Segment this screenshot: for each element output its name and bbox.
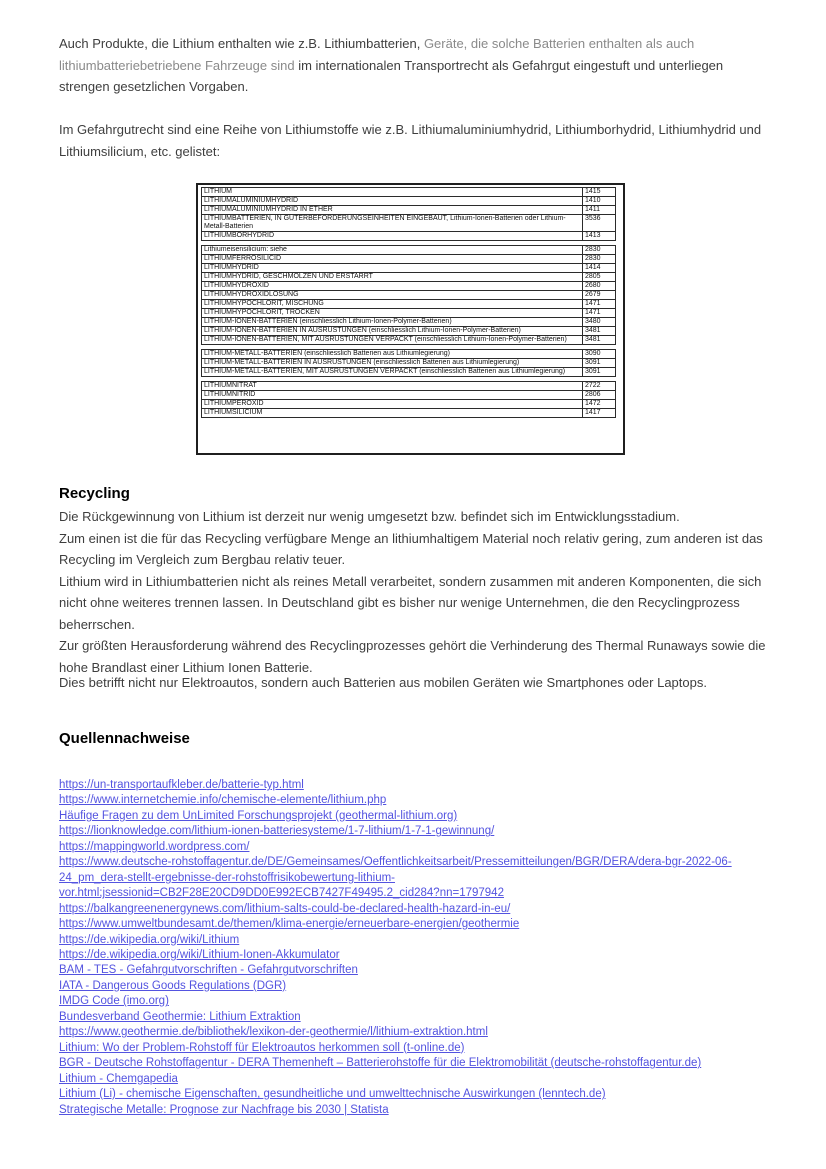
source-link[interactable]: Bundesverband Geothermie: Lithium Extraktion bbox=[59, 1010, 301, 1023]
substance-name-cell: LITHIUMHYPOCHLORIT, TROCKEN bbox=[202, 309, 583, 318]
substance-name-cell: LITHIUM-IONEN-BATTERIEN, MIT AUSRÜSTUNGEN VERPACKT (einschliesslich Lithium-Ionen-Polymer-Batterien) bbox=[202, 336, 583, 345]
un-number-cell: 2805 bbox=[583, 273, 616, 282]
table-segment bbox=[201, 187, 616, 241]
table-row bbox=[202, 232, 616, 241]
table-row bbox=[202, 264, 616, 273]
source-link[interactable]: Häufige Fragen zu dem UnLimited Forschungsprojekt (geothermal-lithium.org) bbox=[59, 809, 458, 822]
substance-name-cell: LITHIUM-IONEN-BATTERIEN (einschliesslich Lithium-Ionen-Polymer-Batterien) bbox=[202, 318, 583, 327]
table-row bbox=[202, 318, 616, 327]
substance-name-cell: LITHIUMALUMINIUMHYDRID bbox=[202, 197, 583, 206]
source-link[interactable]: https://www.deutsche-rohstoffagentur.de/DE/Gemeinsames/Oeffentlichkeitsarbeit/Pressemitteilungen/BGR/DERA/dera-bgr-2022-06-24_pm_dera-stellt-ergebnisse-der-rohstoffrisikobewertung-lithium-vor.html;jsessionid=CB2F28E20CD9DD0E992ECB7427F49495.2_cid284?nn=1797942 bbox=[59, 856, 732, 900]
un-number-cell: 2830 bbox=[583, 255, 616, 264]
un-number-cell: 2722 bbox=[583, 382, 616, 391]
source-link[interactable]: https://www.internetchemie.info/chemische-elemente/lithium.php bbox=[59, 794, 387, 807]
recycling-body bbox=[59, 506, 773, 678]
un-number-cell: 2806 bbox=[583, 391, 616, 400]
un-number-cell: 3536 bbox=[583, 215, 616, 232]
source-link[interactable]: https://lionknowledge.com/lithium-ionen-batteriesysteme/1-7-lithium/1-7-1-gewinnung/ bbox=[59, 825, 495, 838]
un-number-cell: 1471 bbox=[583, 309, 616, 318]
table-row bbox=[202, 206, 616, 215]
table-row bbox=[202, 273, 616, 282]
un-number-cell: 2680 bbox=[583, 282, 616, 291]
substance-name-cell: LITHIUMSILICIUM bbox=[202, 409, 583, 418]
table-row bbox=[202, 215, 616, 232]
table-row bbox=[202, 300, 616, 309]
table-row bbox=[202, 368, 616, 377]
substance-name-cell: LITHIUM-IONEN-BATTERIEN IN AUSRÜSTUNGEN (einschliesslich Lithium-Ionen-Polymer-Batterien) bbox=[202, 327, 583, 336]
un-number-cell: 1413 bbox=[583, 232, 616, 241]
table-row bbox=[202, 291, 616, 300]
source-link[interactable]: BGR - Deutsche Rohstoffagentur - DERA Themenheft – Batterierohstoffe für die Elektromobilität (deutsche-rohstoffagentur.de) bbox=[59, 1057, 702, 1070]
table-row bbox=[202, 336, 616, 345]
source-link[interactable]: https://un-transportaufkleber.de/batterie-typ.html bbox=[59, 779, 304, 791]
un-number-cell: 3481 bbox=[583, 327, 616, 336]
table-row bbox=[202, 350, 616, 359]
substance-name-cell: LITHIUMNITRID bbox=[202, 391, 583, 400]
intro-paragraph bbox=[59, 33, 773, 98]
substance-name-cell: LITHIUM-METALL-BATTERIEN IN AUSRÜSTUNGEN (einschliesslich Batterien aus Lithiumlegierung) bbox=[202, 359, 583, 368]
sources-heading: Quellennachweise bbox=[59, 730, 190, 747]
recycling-paragraph: Zur größten Herausforderung während des Recyclingprozesses gehört die Verhinderung des Thermal Runaways sowie die hohe Brandlast einer Lithium Ionen Batterie. bbox=[59, 638, 766, 675]
recycling-paragraph: Zum einen ist die für das Recycling verfügbare Menge an lithiumhaltigem Material noch relativ gering, zum anderen ist das Recycling im Vergleich zum Bergbau relativ teuer. bbox=[59, 530, 763, 567]
source-link[interactable]: https://de.wikipedia.org/wiki/Lithium bbox=[59, 933, 240, 946]
substance-name-cell: LITHIUMPEROXID bbox=[202, 400, 583, 409]
un-number-cell: 3090 bbox=[583, 350, 616, 359]
source-link[interactable]: BAM - TES - Gefahrgutvorschriften - Gefahrgutvorschriften bbox=[59, 964, 358, 977]
source-link[interactable]: https://mappingworld.wordpress.com/ bbox=[59, 840, 250, 853]
table-row bbox=[202, 309, 616, 318]
substance-name-cell: LITHIUMHYDRID, GESCHMOLZEN UND ERSTARRT bbox=[202, 273, 583, 282]
table-segment bbox=[201, 245, 616, 345]
table-segment bbox=[201, 381, 616, 418]
substance-name-cell: LITHIUMBATTERIEN, IN GÜTERBEFÖRDERUNGSEINHEITEN EINGEBAUT, Lithium-Ionen-Batterien oder Lithium-Metall-Batterien bbox=[202, 215, 583, 232]
source-link[interactable]: https://de.wikipedia.org/wiki/Lithium-Ionen-Akkumulator bbox=[59, 948, 340, 961]
gefahrgut-paragraph: Im Gefahrgutrecht sind eine Reihe von Lithiumstoffe wie z.B. Lithiumaluminiumhydrid, Lithiumborhydrid, Lithiumhydrid und Lithiumsilicium, etc. gelistet: bbox=[59, 122, 762, 159]
substance-name-cell: LITHIUM-METALL-BATTERIEN (einschliesslich Batterien aus Lithiumlegierung) bbox=[202, 350, 583, 359]
table-row bbox=[202, 246, 616, 255]
un-number-cell: 3091 bbox=[583, 368, 616, 377]
un-number-cell: 2830 bbox=[583, 246, 616, 255]
table-row bbox=[202, 188, 616, 197]
substance-name-cell: LITHIUMHYDRID bbox=[202, 264, 583, 273]
un-number-cell: 3480 bbox=[583, 318, 616, 327]
un-number-cell: 1411 bbox=[583, 206, 616, 215]
substance-name-cell: LITHIUMHYDROXIDLÖSUNG bbox=[202, 291, 583, 300]
devices-note-paragraph: Dies betrifft nicht nur Elektroautos, sondern auch Batterien aus mobilen Geräten wie Smartphones oder Laptops. bbox=[59, 675, 707, 690]
table-row bbox=[202, 197, 616, 206]
table-row bbox=[202, 327, 616, 336]
table-segment bbox=[201, 349, 616, 377]
un-number-cell: 3091 bbox=[583, 359, 616, 368]
un-number-cell: 1471 bbox=[583, 300, 616, 309]
intro-text-part3: im internationalen Transportrecht als Gefahrgut eingestuft und unterliegen strengen gesetzlichen Vorgaben. bbox=[59, 57, 724, 94]
substance-name-cell: LITHIUMHYPOCHLORIT, MISCHUNG bbox=[202, 300, 583, 309]
intro-text-part2: Geräte, die solche Batterien enthalten als auch lithiumbatteriebetriebene Fahrzeuge sind bbox=[59, 36, 695, 73]
un-number-cell: 1414 bbox=[583, 264, 616, 273]
recycling-paragraph: Die Rückgewinnung von Lithium ist derzeit nur wenig umgesetzt bzw. befindet sich im Entwicklungsstadium. bbox=[59, 509, 680, 524]
recycling-heading: Recycling bbox=[59, 485, 130, 502]
substance-name-cell: LITHIUMBORHYDRID bbox=[202, 232, 583, 241]
source-link[interactable]: Lithium - Chemgapedia bbox=[59, 1072, 178, 1085]
recycling-paragraph: Lithium wird in Lithiumbatterien nicht als reines Metall verarbeitet, sondern zusammen mit anderen Komponenten, die sich nicht ohne weiteres trennen lassen. In Deutschland gibt es bisher nur wenige Unternehmen, die den Recyclingprozess beherrschen. bbox=[59, 573, 762, 632]
source-link[interactable]: https://balkangreenenergynews.com/lithium-salts-could-be-declared-health-hazard-in-eu/ bbox=[59, 902, 511, 915]
source-link[interactable]: Lithium (Li) - chemische Eigenschaften, gesundheitliche und umwelttechnische Auswirkungen (lenntech.de) bbox=[59, 1088, 606, 1101]
un-number-cell: 3481 bbox=[583, 336, 616, 345]
source-links bbox=[59, 778, 771, 1118]
un-number-cell: 1472 bbox=[583, 400, 616, 409]
source-link[interactable]: https://www.geothermie.de/bibliothek/lexikon-der-geothermie/l/lithium-extraktion.html bbox=[59, 1026, 488, 1039]
table-row bbox=[202, 409, 616, 418]
table-row bbox=[202, 255, 616, 264]
source-link[interactable]: Strategische Metalle: Prognose zur Nachfrage bis 2030 | Statista bbox=[59, 1103, 389, 1116]
source-link[interactable]: https://www.umweltbundesamt.de/themen/klima-energie/erneuerbare-energien/geothermie bbox=[59, 918, 520, 931]
substance-name-cell: LITHIUM-METALL-BATTERIEN, MIT AUSRÜSTUNGEN VERPACKT (einschliesslich Batterien aus Lithiumlegierung) bbox=[202, 368, 583, 377]
table-row bbox=[202, 359, 616, 368]
substance-name-cell: LITHIUMHYDROXID bbox=[202, 282, 583, 291]
substance-name-cell: LITHIUM bbox=[202, 188, 583, 197]
table-row bbox=[202, 400, 616, 409]
table-row bbox=[202, 282, 616, 291]
un-number-cell: 1415 bbox=[583, 188, 616, 197]
source-link[interactable]: IATA - Dangerous Goods Regulations (DGR) bbox=[59, 979, 287, 992]
table-row bbox=[202, 391, 616, 400]
source-link[interactable]: Lithium: Wo der Problem-Rohstoff für Elektroautos herkommen soll (t-online.de) bbox=[59, 1041, 465, 1054]
substances-table-image bbox=[196, 183, 625, 455]
un-number-cell: 2679 bbox=[583, 291, 616, 300]
source-link[interactable]: IMDG Code (imo.org) bbox=[59, 995, 169, 1008]
intro-text-part1: Auch Produkte, die Lithium enthalten wie z.B. Lithiumbatterien, bbox=[59, 36, 424, 51]
substance-name-cell: Lithiumeisensilicium: siehe bbox=[202, 246, 583, 255]
un-number-cell: 1410 bbox=[583, 197, 616, 206]
substance-name-cell: LITHIUMNITRAT bbox=[202, 382, 583, 391]
un-number-cell: 1417 bbox=[583, 409, 616, 418]
substance-name-cell: LITHIUMFERROSILICID bbox=[202, 255, 583, 264]
substance-name-cell: LITHIUMALUMINIUMHYDRID IN ETHER bbox=[202, 206, 583, 215]
table-row bbox=[202, 382, 616, 391]
